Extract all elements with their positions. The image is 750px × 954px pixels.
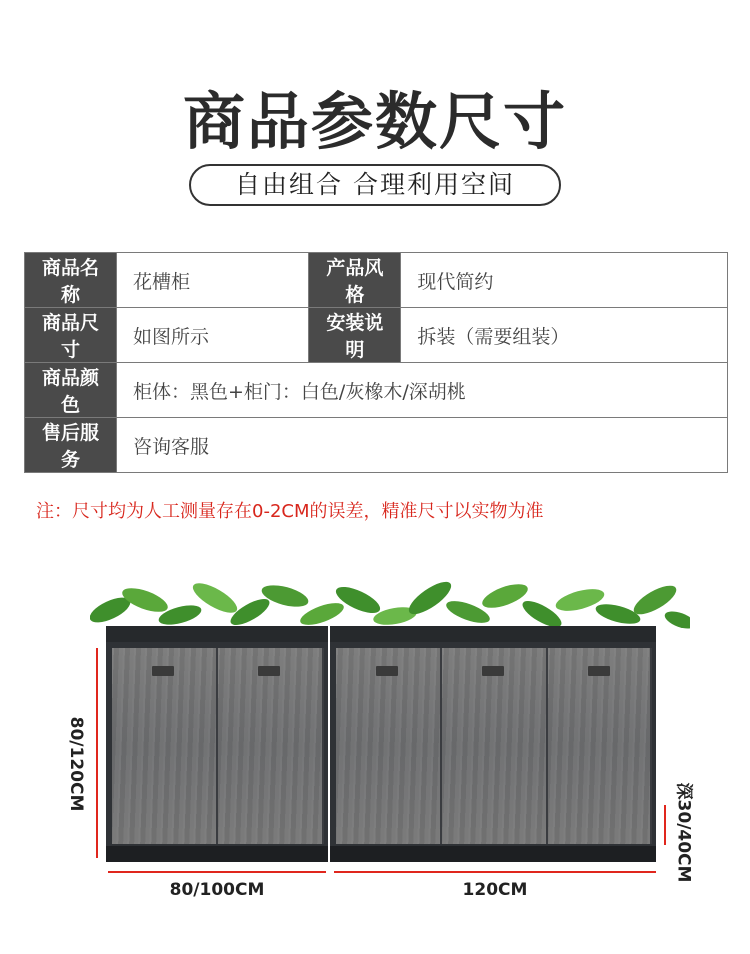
table-row [25,418,728,473]
table-row [25,308,728,363]
spec-label-install: 安装说明 [309,308,401,363]
depth-dimension-line [664,805,666,845]
measurement-note: 注：尺寸均为人工测量存在0-2CM的误差，精准尺寸以实物为准 [36,501,544,522]
depth-dimension-label: 深30/40CM [673,782,694,883]
cabinet-door [442,648,548,844]
door-handle [482,666,504,676]
spec-value-service: 咨询客服 [117,418,728,473]
spec-label-name: 商品名称 [25,253,117,308]
cabinet-door [112,648,218,844]
door-handle [258,666,280,676]
cabinet-top [330,626,656,642]
cabinet-top [106,626,328,642]
width-right-dimension-line [334,871,656,873]
table-row [25,253,728,308]
cabinet-door [218,648,324,844]
door-handle [152,666,174,676]
spec-label-color: 商品颜色 [25,363,117,418]
door-handle [376,666,398,676]
spec-label-style: 产品风格 [309,253,401,308]
product-illustration [60,560,740,920]
spec-value-style: 现代简约 [401,253,728,308]
spec-value-install: 拆装（需要组装） [401,308,728,363]
spec-value-name: 花槽柜 [117,253,309,308]
cabinet-base [330,846,656,862]
spec-label-size: 商品尺寸 [25,308,117,363]
cabinet-right [330,626,656,862]
cabinet-left [106,626,328,862]
width-left-dimension-label: 80/100CM [169,880,265,900]
spec-value-color: 柜体：黑色+柜门：白色/灰橡木/深胡桃 [117,363,728,418]
height-dimension-line [96,648,98,858]
width-right-dimension-label: 120CM [462,880,528,900]
spec-label-service: 售后服务 [25,418,117,473]
cabinet-door [548,648,652,844]
table-row [25,363,728,418]
cabinet-door [336,648,442,844]
spec-table [24,252,728,473]
spec-value-size: 如图所示 [117,308,309,363]
page-title: 商品参数尺寸 [182,85,567,158]
width-left-dimension-line [108,871,326,873]
height-dimension-label: 80/120CM [66,716,86,812]
subtitle-pill: 自由组合 合理利用空间 [189,164,561,206]
door-handle [588,666,610,676]
cabinet-base [106,846,328,862]
